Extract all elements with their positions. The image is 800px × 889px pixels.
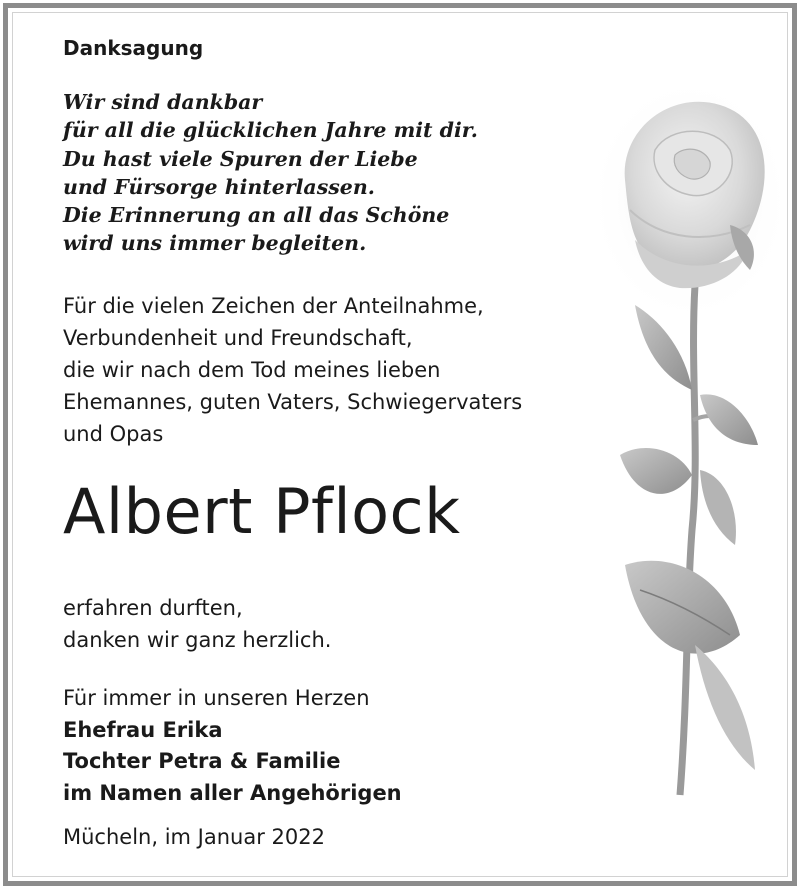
thanks-intro-line: die wir nach dem Tod meines lieben <box>63 358 441 382</box>
thanks-intro <box>63 290 522 450</box>
closing-block <box>63 683 402 809</box>
closing-phrase: Für immer in unseren Herzen <box>63 686 370 710</box>
poem-line: und Fürsorge hinterlassen. <box>63 174 375 199</box>
place-date: Mücheln, im Januar 2022 <box>63 825 325 849</box>
poem-line: Die Erinnerung an all das Schöne <box>63 203 450 228</box>
thanks-outro-line: erfahren durften, <box>63 596 243 620</box>
poem <box>63 88 478 258</box>
thanks-outro-line: danken wir ganz herzlich. <box>63 628 332 652</box>
thanks-intro-line: und Opas <box>63 422 164 446</box>
rose-image <box>600 90 780 810</box>
notice-heading: Danksagung <box>63 36 204 60</box>
poem-line: für all die glücklichen Jahre mit dir. <box>63 118 478 143</box>
deceased-name: Albert Pflock <box>63 475 461 548</box>
signatory: Ehefrau Erika <box>63 717 223 742</box>
signatory: Tochter Petra & Familie <box>63 749 341 773</box>
thanks-intro-line: Ehemannes, guten Vaters, Schwiegervaters <box>63 390 523 414</box>
poem-line: Du hast viele Spuren der Liebe <box>63 146 418 171</box>
poem-line: wird uns immer begleiten. <box>63 231 367 256</box>
thanks-outro <box>63 592 331 656</box>
signatory: im Namen aller Angehörigen <box>63 780 402 805</box>
poem-line: Wir sind dankbar <box>63 90 263 114</box>
thanks-intro-line: Verbundenheit und Freundschaft, <box>63 326 413 350</box>
thanks-intro-line: Für die vielen Zeichen der Anteilnahme, <box>63 294 484 318</box>
